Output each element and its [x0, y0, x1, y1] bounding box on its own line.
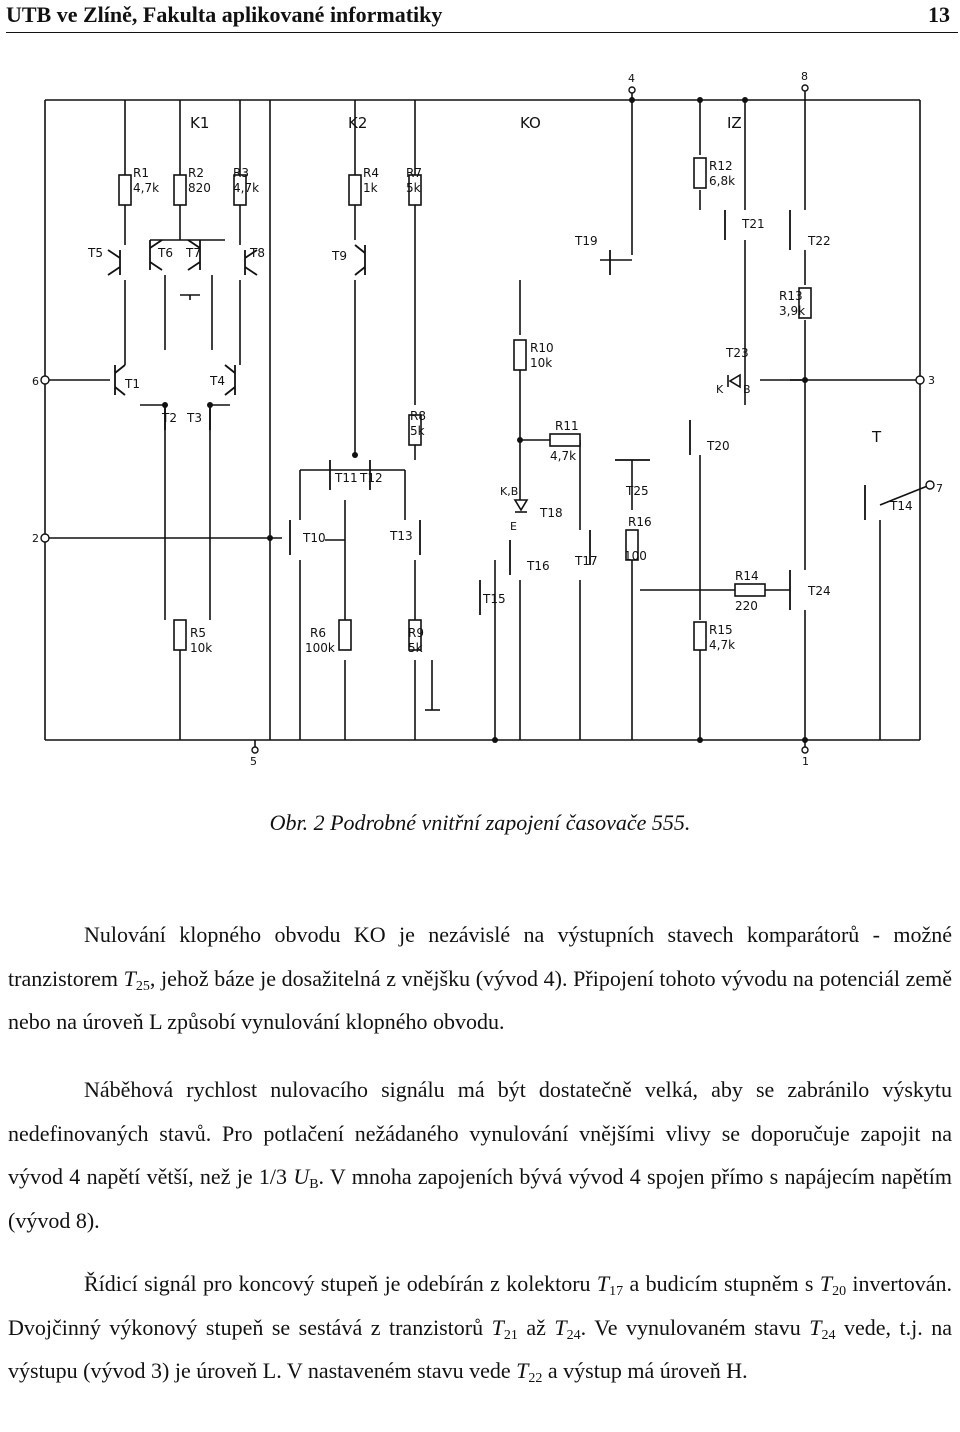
- pin-label-8: 8: [801, 70, 808, 83]
- t25-label: T25: [626, 484, 649, 498]
- header-rule: [6, 32, 958, 33]
- r2-value: 820: [188, 181, 211, 195]
- r11-value: 4,7k: [550, 449, 577, 463]
- t10-label: T10: [303, 531, 326, 545]
- t3-label: T3: [187, 411, 202, 425]
- diode-b-label: B: [743, 383, 751, 396]
- p1-text-b: , jehož báze je dosažitelná z vnějšku (vývod 4). Připojení tohoto vývodu na potenciál země nebo na úroveň L způsobí vynulování klopného obvodu.: [8, 965, 952, 1034]
- r16-value: 100: [624, 549, 647, 563]
- p3-t21-subscript: 21: [503, 1327, 518, 1343]
- p3-t21-symbol: T: [491, 1314, 504, 1340]
- r7-name: R7: [406, 166, 422, 180]
- p1-t25-subscript: 25: [135, 978, 150, 994]
- r15-value: 4,7k: [709, 638, 736, 652]
- page-header: [6, 0, 956, 30]
- t21-label: T21: [742, 217, 765, 231]
- p3-text-a: Řídicí signál pro koncový stupeň je odebírán z kolektoru: [84, 1271, 597, 1296]
- p3-t20-subscript: 20: [832, 1284, 847, 1299]
- r15-name: R15: [709, 623, 733, 637]
- section-label-iz: IZ: [727, 114, 742, 132]
- r16-name: R16: [628, 515, 652, 529]
- paragraph-2: [8, 1068, 952, 1242]
- t24-label: T24: [808, 584, 831, 598]
- p2-ub-subscript: B: [309, 1177, 319, 1192]
- t20-label: T20: [707, 439, 730, 453]
- pin-label-4: 4: [628, 72, 635, 85]
- diode-k-label: K: [716, 383, 724, 396]
- paragraph-1: [8, 913, 952, 1044]
- p3-t24b-symbol: T: [809, 1314, 822, 1340]
- r4-name: R4: [363, 166, 379, 180]
- t16-label: T16: [527, 559, 550, 573]
- r14-value: 220: [735, 599, 758, 613]
- r1-name: R1: [133, 166, 149, 180]
- r10-name: R10: [530, 341, 554, 355]
- t2-label: T2: [162, 411, 177, 425]
- r12-name: R12: [709, 159, 733, 173]
- p1-t25-symbol: T: [123, 965, 136, 991]
- r6-value: 100k: [305, 641, 335, 655]
- r8-value: 5k: [410, 424, 425, 438]
- r2-name: R2: [188, 166, 204, 180]
- t15-label: T15: [483, 592, 506, 606]
- pin-label-3: 3: [928, 374, 935, 387]
- section-label-k1: K1: [190, 114, 210, 132]
- t5-label: T5: [88, 246, 103, 260]
- t13-label: T13: [390, 529, 413, 543]
- r11-name: R11: [555, 419, 579, 433]
- r5-value: 10k: [190, 641, 213, 655]
- r7-value: 5k: [406, 181, 421, 195]
- r6-name: R6: [310, 626, 326, 640]
- section-label-k2: K2: [348, 114, 368, 132]
- t1-label: T1: [125, 377, 140, 391]
- t22-label: T22: [808, 234, 831, 248]
- p3-text-b: a budicím stupněm s: [623, 1271, 820, 1296]
- pin-label-5: 5: [250, 755, 257, 768]
- figure-caption: Obr. 2 Podrobné vnitřní zapojení časovače 555.: [269, 810, 691, 835]
- t9-label: T9: [332, 249, 347, 263]
- header-title: UTB ve Zlíně, Fakulta aplikované informatiky: [6, 2, 443, 27]
- p3-t22-symbol: T: [516, 1358, 529, 1383]
- p3-t24-symbol: T: [554, 1314, 567, 1340]
- r12-value: 6,8k: [709, 174, 736, 188]
- p3-text-d: až: [517, 1314, 555, 1340]
- p3-t17-symbol: T: [596, 1271, 610, 1296]
- page-number: 13: [928, 2, 950, 27]
- p2-text-a: Náběhová rychlost nulovacího signálu má být dostatečně velká, aby se zabránilo výskytu nedefinovaných stavů. Pro potlačení nežádaného vynulování vnějšími vlivy se doporučuje zapojit na vývod 4 napětí větší, než je 1/3: [8, 1077, 952, 1189]
- r3-name: R3: [233, 166, 249, 180]
- p3-t22-subscript: 22: [528, 1371, 543, 1386]
- r9-value: 5k: [408, 641, 423, 655]
- t23-label: T23: [726, 346, 749, 360]
- t6-label: T6: [158, 246, 173, 260]
- p3-t24-subscript: 24: [566, 1327, 581, 1343]
- p3-text-g: a výstup má úroveň H.: [542, 1358, 748, 1383]
- r4-value: 1k: [363, 181, 378, 195]
- diode-e-label: E: [510, 520, 517, 533]
- paragraph-3: [8, 1262, 952, 1393]
- p3-t17-subscript: 17: [609, 1284, 624, 1299]
- t12-label: T12: [360, 471, 383, 485]
- circuit-schematic: [0, 60, 960, 768]
- t11-label: T11: [335, 471, 358, 485]
- p3-t20-symbol: T: [819, 1271, 833, 1296]
- p3-text-e: . Ve vynulovaném stavu: [580, 1314, 810, 1340]
- p3-t24b-subscript: 24: [821, 1327, 836, 1343]
- t19-label: T19: [575, 234, 598, 248]
- external-t-label: T: [872, 428, 882, 446]
- r14-name: R14: [735, 569, 759, 583]
- t18-label: T18: [540, 506, 563, 520]
- t8-label: T8: [250, 246, 265, 260]
- transistor-glyphs: [108, 210, 865, 615]
- pin-label-2: 2: [32, 532, 39, 545]
- p2-text-b: . V mnoha zapojeních bývá vývod 4 spojen přímo s napájecím napětím (vývod 8).: [8, 1164, 952, 1233]
- pin-label-6: 6: [32, 375, 39, 388]
- r10-value: 10k: [530, 356, 553, 370]
- p2-ub-symbol: U: [293, 1164, 310, 1189]
- p3-text-c: invertován. Dvojčinný výkonový stupeň se sestává z tranzistorů: [8, 1271, 953, 1340]
- section-label-ko: KO: [520, 114, 541, 132]
- resistor-labels: [133, 159, 805, 655]
- pin-label-1: 1: [802, 755, 809, 768]
- r8-name: R8: [410, 409, 426, 423]
- p1-text-a: Nulování klopného obvodu KO je nezávislé na výstupních stavech komparátorů - možné tranzistorem: [8, 922, 952, 991]
- p3-text-f: vede, t.j. na výstupu (vývod 3) je úroveň L. V nastaveném stavu vede: [8, 1314, 953, 1383]
- t14-label: T14: [890, 499, 913, 513]
- r3-value: 4,7k: [233, 181, 260, 195]
- diode-kb-label: K,B: [500, 485, 519, 498]
- r9-name: R9: [408, 626, 424, 640]
- r13-value: 3,9k: [779, 304, 806, 318]
- resistor-bodies: [119, 158, 811, 650]
- r13-name: R13: [779, 289, 803, 303]
- r5-name: R5: [190, 626, 206, 640]
- t17-label: T17: [575, 554, 598, 568]
- pin-label-7: 7: [936, 482, 943, 495]
- t4-label: T4: [210, 374, 225, 388]
- r1-value: 4,7k: [133, 181, 160, 195]
- t7-label: T7: [186, 246, 201, 260]
